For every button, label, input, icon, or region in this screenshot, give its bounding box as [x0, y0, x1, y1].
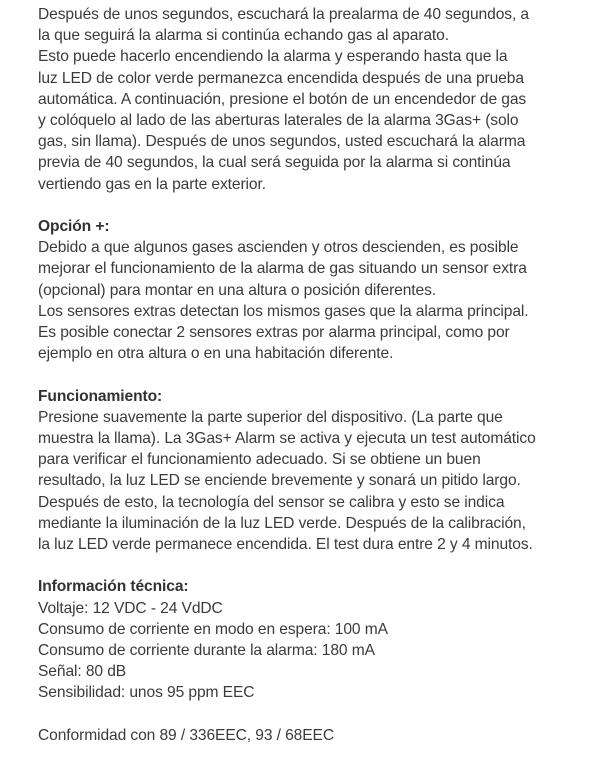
text-line: para verificar el funcionamiento adecuado. Si se obtiene un buen	[38, 451, 481, 469]
text-line: vertiendo gas en la parte exterior.	[38, 175, 266, 193]
section-heading: Opción +:	[38, 218, 110, 236]
text-line: la luz LED verde permanece encendida. El test dura entre 2 y 4 minutos.	[38, 536, 533, 554]
text-line: Consumo de corriente en modo en espera: 100 mA	[38, 620, 388, 638]
text-line: previa de 40 segundos, la cual será seguida por la alarma si continúa	[38, 154, 511, 172]
text-line: Sensibilidad: unos 95 ppm EEC	[38, 684, 255, 702]
text-line: Conformidad con 89 / 336EEC, 93 / 68EEC	[38, 726, 335, 744]
section-informacion-tecnica	[38, 576, 594, 703]
text-line: Es posible conectar 2 sensores extras por alarma principal, como por	[38, 324, 510, 342]
text-line: Esto puede hacerlo encendiendo la alarma y esperando hasta que la	[38, 48, 508, 66]
text-line: luz LED de color verde permanezca encendida después de una prueba	[38, 69, 524, 87]
text-line: ejemplo en otra altura o en una habitación diferente.	[38, 345, 394, 363]
text-line: Debido a que algunos gases ascienden y otros descienden, es posible	[38, 239, 519, 257]
text-line: Consumo de corriente durante la alarma: 180 mA	[38, 642, 375, 660]
text-line: gas, sin llama). Después de unos segundos, usted escuchará la alarma	[38, 133, 526, 151]
text-line: mediante la iluminación de la luz LED verde. Después de la calibración,	[38, 514, 526, 532]
section-funcionamiento	[38, 386, 594, 556]
text-line: Después de esto, la tecnología del sensor se calibra y esto se indica	[38, 493, 505, 511]
text-line: Los sensores extras detectan los mismos gases que la alarma principal.	[38, 302, 529, 320]
text-line: Después de unos segundos, escuchará la prealarma de 40 segundos, a	[38, 6, 529, 23]
section-opcion-plus	[38, 216, 594, 364]
text-line: Voltaje: 12 VDC - 24 VdDC	[38, 599, 223, 617]
text-line: mejorar el funcionamiento de la alarma de gas situando un sensor extra	[38, 260, 527, 278]
section-heading: Funcionamiento:	[38, 387, 163, 405]
text-line: muestra la llama). La 3Gas+ Alarm se activa y ejecuta un test automático	[38, 430, 536, 448]
text-line: y colóquelo al lado de las aberturas laterales de la alarma 3Gas+ (solo	[38, 112, 519, 130]
text-line: Señal: 80 dB	[38, 663, 127, 681]
text-line: (opcional) para montar en una altura o posición diferentes.	[38, 281, 437, 299]
text-line: Presione suavemente la parte superior del dispositivo. (La parte que	[38, 408, 503, 426]
section-prealarma-intro	[38, 4, 594, 195]
text-line: la que seguirá la alarma si continúa echando gas al aparato.	[38, 27, 449, 45]
section-conformidad	[38, 725, 594, 746]
text-line: resultado, la luz LED se enciende brevemente y sonará un pitido largo.	[38, 472, 521, 490]
text-line: automática. A continuación, presione el botón de un encendedor de gas	[38, 90, 527, 108]
section-heading: Información técnica:	[38, 578, 189, 596]
